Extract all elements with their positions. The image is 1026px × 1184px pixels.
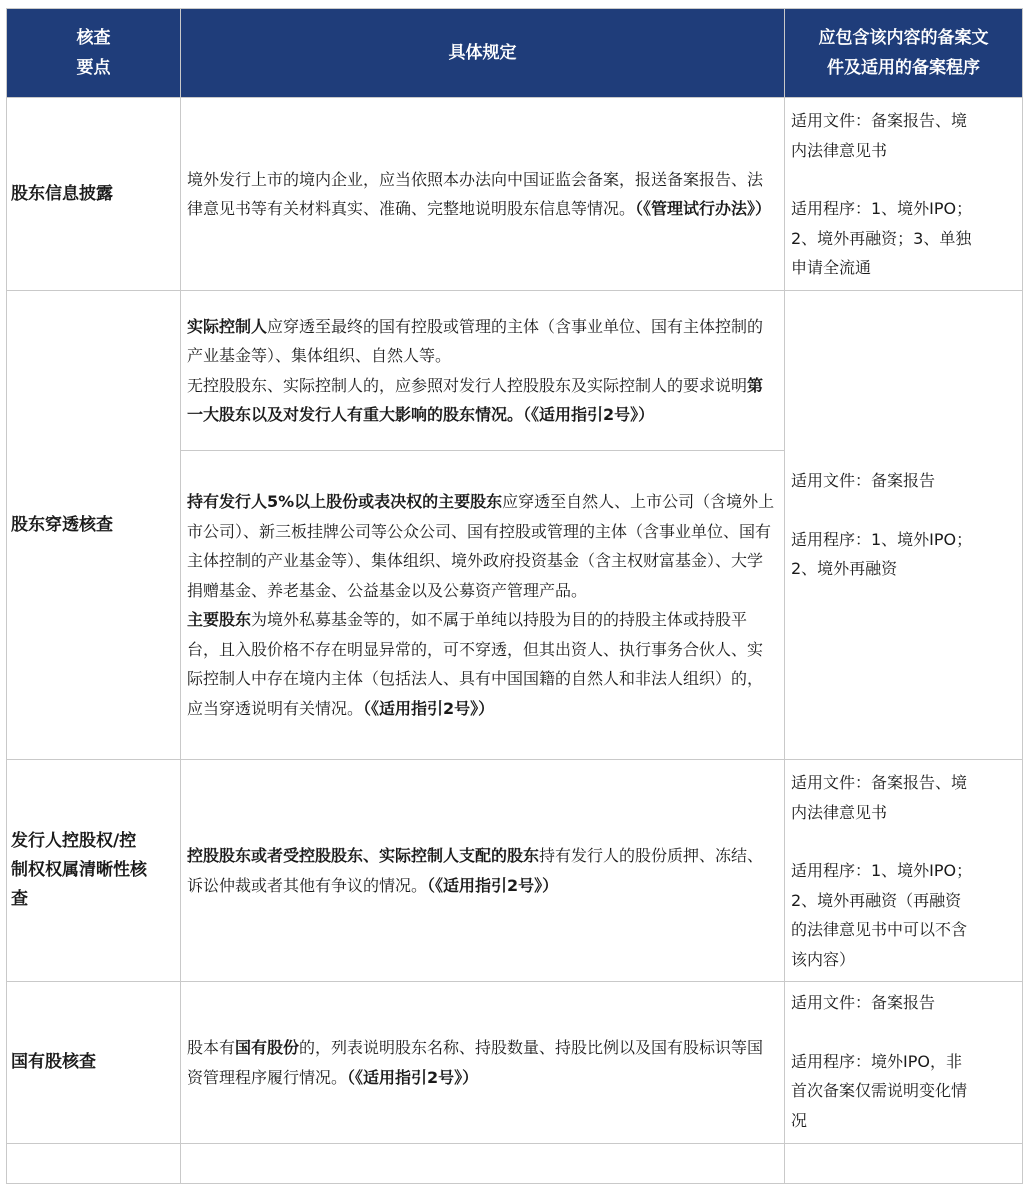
filing-cell <box>785 982 1023 1144</box>
rule-text: 的，列表说明股东名称、持股数量、持股比例以及国有股标识等国资管理程序履行情况。 <box>187 1038 764 1087</box>
rule-term: 主要股东 <box>187 610 252 629</box>
filing-cell <box>785 291 1023 760</box>
filing-cell <box>785 98 1023 291</box>
rule-term: 实际控制人 <box>187 316 268 336</box>
header-row <box>7 9 1023 98</box>
applicable-procedure-line2: 2、境外再融资；3、单独 <box>791 228 972 248</box>
rule-text: 股本有 <box>187 1038 236 1057</box>
rule-paragraph <box>187 165 778 224</box>
rule-source: （《适用指引2号》） <box>427 875 559 895</box>
rule-term: 持有发行人5%以上股份或表决权的主要股东 <box>187 492 503 511</box>
rule-text: 境外发行上市的境内企业，应当依照本办法向中国证监会备案，报送备案报告、法律意见书等有关材料真实、准确、完整地说明股东信息等情况。 <box>187 169 764 218</box>
table-row <box>7 1144 1023 1184</box>
applicable-procedure-line1: 适用程序：1、境外IPO； <box>791 529 973 549</box>
table-row <box>7 760 1023 982</box>
applicable-docs-line1: 适用文件：备案报告 <box>791 471 936 491</box>
rule-source: （《适用指引2号》） <box>363 698 495 718</box>
rule-source: （《适用指引2号》） <box>347 1067 479 1087</box>
applicable-docs-line2: 内法律意见书 <box>791 802 888 822</box>
check-point-label-line2: 制权权属清晰性核 <box>11 860 147 880</box>
header-check-point <box>7 9 181 98</box>
rule-paragraph <box>187 605 778 723</box>
check-point-cell <box>7 760 181 982</box>
applicable-procedure-line1: 适用程序：1、境外IPO； <box>791 199 973 218</box>
header-filing-docs <box>785 9 1023 98</box>
header-specific-rules-text: 具体规定 <box>448 43 517 63</box>
rule-text: 持有发行人的股份质押、冻结、诉讼仲裁或者其他有争议的情况。 <box>187 846 764 895</box>
applicable-docs-line1: 适用文件：备案报告、境 <box>791 773 968 792</box>
applicable-procedure-line3: 况 <box>791 1110 808 1130</box>
rule-cell <box>181 98 785 291</box>
check-point-label: 股东信息披露 <box>11 183 113 204</box>
rule-cell <box>181 760 785 982</box>
rule-source: （《管理试行办法》） <box>635 199 772 218</box>
applicable-procedure-line2: 首次备案仅需说明变化情 <box>791 1081 968 1100</box>
rule-paragraph <box>187 371 778 430</box>
rule-paragraph <box>187 487 778 605</box>
applicable-docs-line1: 适用文件：备案报告 <box>791 993 936 1012</box>
rules-table <box>6 8 1023 1184</box>
applicable-procedure-line2: 2、境外再融资 <box>791 559 898 579</box>
rule-paragraph <box>187 841 778 900</box>
rule-paragraph <box>187 1033 778 1092</box>
rule-text: 无控股股东、实际控制人的，应参照对发行人控股股东及实际控制人的要求说明 <box>187 375 748 395</box>
rule-cell <box>181 291 785 451</box>
check-point-cell <box>7 291 181 760</box>
applicable-docs-line1: 适用文件：备案报告、境 <box>791 111 968 130</box>
applicable-procedure-line2: 2、境外再融资（再融资 <box>791 890 962 910</box>
applicable-procedure-line3: 的法律意见书中可以不含 <box>791 920 968 939</box>
applicable-procedure-line4: 该内容） <box>791 949 856 969</box>
applicable-procedure-line1: 适用程序：境外IPO，非 <box>791 1051 962 1071</box>
check-point-cell <box>7 1144 181 1184</box>
applicable-procedure-line1: 适用程序：1、境外IPO； <box>791 861 973 880</box>
rule-term: 第一大股东以及对发行人有重大影响的股东情况。（《适用指引2号》） <box>187 375 764 424</box>
rule-text: 应穿透至最终的国有控股或管理的主体（含事业单位、国有主体控制的产业基金等）、集体组织、自然人等。 <box>187 316 764 365</box>
rule-cell <box>181 982 785 1144</box>
check-point-label: 国有股核查 <box>11 1052 96 1072</box>
check-point-label-line3: 查 <box>11 889 28 909</box>
table-row <box>7 291 1023 451</box>
rule-cell <box>181 451 785 760</box>
rule-term: 控股股东或者受控股股东、实际控制人支配的股东 <box>187 846 540 865</box>
header-check-point-line1: 核查 <box>76 28 111 48</box>
check-point-cell <box>7 982 181 1144</box>
applicable-procedure-line3: 申请全流通 <box>791 258 872 277</box>
rule-text: 应穿透至自然人、上市公司（含境外上市公司）、新三板挂牌公司等公众公司、国有控股或管理的主体（含事业单位、国有主体控制的产业基金等）、集体组织、境外政府投资基金（含主权财富基金）、大学捐赠基金、养老基金、公益基金以及公募资产管理产品。 <box>187 492 775 600</box>
header-filing-docs-line2: 件及适用的备案程序 <box>827 58 980 78</box>
header-filing-docs-line1: 应包含该内容的备案文 <box>818 28 989 48</box>
filing-cell <box>785 1144 1023 1184</box>
header-check-point-line2: 要点 <box>76 58 111 78</box>
rule-paragraph <box>187 312 778 371</box>
header-specific-rules <box>181 9 785 98</box>
table-row <box>7 98 1023 291</box>
check-point-cell <box>7 98 181 291</box>
check-point-label-line1: 发行人控股权/控 <box>11 831 137 851</box>
filing-cell <box>785 760 1023 982</box>
rule-cell <box>181 1144 785 1184</box>
check-point-label: 股东穿透核查 <box>11 514 113 535</box>
rule-term: 国有股份 <box>235 1038 300 1057</box>
table-row <box>7 982 1023 1144</box>
applicable-docs-line2: 内法律意见书 <box>791 140 888 160</box>
rule-text: 为境外私募基金等的，如不属于单纯以持股为目的的持股主体或持股平台，且入股价格不存在明显异常的，可不穿透，但其出资人、执行事务合伙人、实际控制人中存在境内主体（包括法人、具有中国国籍的自然人和非法人组织）的，应当穿透说明有关情况。 <box>187 610 764 718</box>
